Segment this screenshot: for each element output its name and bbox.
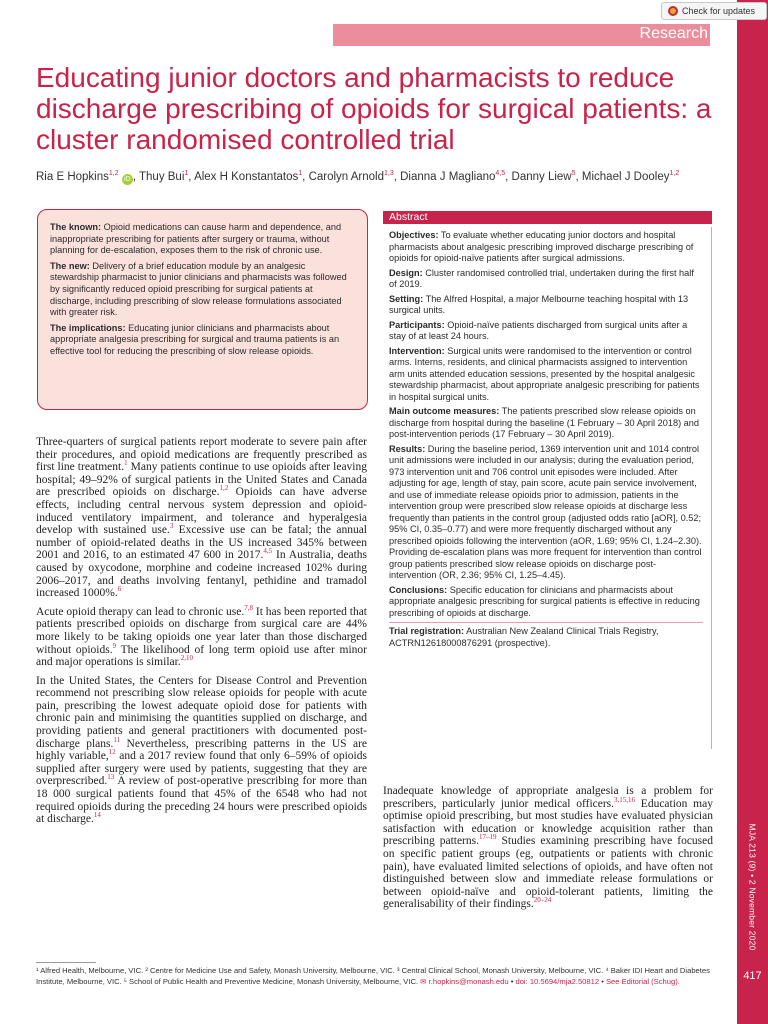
citation-ref[interactable]: 2,10 xyxy=(180,654,193,663)
body-paragraph xyxy=(36,675,367,826)
author-affiliation: 1,3 xyxy=(384,170,394,178)
body-text: The likelihood of long term opioid use after minor and major operations is similar. xyxy=(36,643,367,669)
section-label: Research xyxy=(639,25,708,42)
citation-ref[interactable]: 9 xyxy=(112,641,117,650)
citation-ref[interactable]: 14 xyxy=(93,811,101,820)
body-text: Studies examining prescribing have focused on specific patient groups (eg, outpatients or patients with chronic pain), have evaluated limited selections of opioids, and have often not distinguished between slow and immediate release formulations or between opioid-naïve and opioid-tolerant patients, limiting the generalisability of their findings. xyxy=(383,835,713,911)
body-text: Nevertheless, prescribing patterns in the US are highly variable, xyxy=(36,737,368,763)
footnotes: ¹ Alfred Health, Melbourne, VIC. ² Centre for Medicine Use and Safety, Monash University, Melbourne, VIC. ³ Central Clinical School, Monash University, Melbourne, VIC. ⁴ Baker IDI Heart and Diabetes Institute, Melbourne, VIC. ⁵ School of Public Health and Preventive Medicine, Monash University, Melbourne, VIC. ✉ r.hopkins@monash.edu • doi: 10.5694/mja2.50812 • See Editorial (Schug). xyxy=(36,966,710,986)
citation-ref[interactable]: 3 xyxy=(169,522,174,531)
body-text: Opioids can have adverse effects, including central nervous system depression and opioid-induced ventilatory impairment, and tolerance and hyperalgesia develop with sustained use. xyxy=(36,486,367,537)
author-name: Dianna J Magliano xyxy=(400,171,496,183)
abstract-section: Results: During the baseline period, 1369 intervention unit and 1014 control unit admissions were included in our analysis; during the evaluation period, 973 intervention unit and 706 control unit episodes were included. After adjusting for age, length of stay, pain score, acute pain service involvement, and use of immediate release opioids prior to admission, patients in the intervention group were prescribed slow release opioids at discharge less frequently than patients in the control group (adjusted odds ratio [aOR], 0.52; 95% CI, 0.35–0.77) and were more frequently discharged without any prescribed opioids following the intervention (aOR, 1.69; 95% CI, 1.24–2.30). Providing de-escalation plans was more frequent for intervention than control group patients prescribed slow release opioids on discharge post-intervention (OR, 2.36; 95% CI, 1.25–4.45). xyxy=(389,443,702,580)
article-title: Educating junior doctors and pharmacists to reduce discharge prescribing of opioids for surgical patients: a cluster randomised controlled trial xyxy=(36,62,712,155)
author-name: Carolyn Arnold xyxy=(308,171,384,183)
abstract-body xyxy=(383,227,712,749)
body-text: Excessive use can be fatal; the annual number of opioid-related deaths in the US increased 345% between 2001 and 2016, to an estimated 47 600 in 2017. xyxy=(36,524,367,562)
abstract-section: Conclusions: Specific education for clinicians and pharmacists about appropriate analgesic prescribing for surgical patients is effective in reducing prescribing of opioids at discharge. xyxy=(389,584,700,618)
author-affiliation: 5 xyxy=(571,170,576,178)
citation-ref[interactable]: 4,5 xyxy=(263,547,273,556)
abstract-section: Objectives: To evaluate whether educating junior doctors and hospital pharmacists about analgesic prescribing improved discharge prescribing of opioids for opioid-naïve patients after surgical admissions. xyxy=(389,230,694,263)
orcid-icon[interactable]: iD xyxy=(122,174,133,185)
key-points-box xyxy=(37,209,368,410)
check-for-updates-label: Check for updates xyxy=(682,6,756,16)
doi-link[interactable]: doi: 10.5694/mja2.50812 xyxy=(515,976,600,986)
check-for-updates-button[interactable] xyxy=(661,2,767,20)
abstract-sections xyxy=(389,230,703,619)
body-paragraph xyxy=(36,436,367,600)
abstract-section: Setting: The Alfred Hospital, a major Melbourne teaching hospital with 13 surgical units. xyxy=(389,293,689,315)
author-name: Alex H Konstantatos xyxy=(194,171,299,183)
author-list: Ria E Hopkins$^{1,2}$ iD , Thuy Bui$^1$, Alex H Konstantatos$^1$, Carolyn Arnold$^{1,3}$, Dianna J Magliano$^{4,5}$, Danny Liew$^5$, Michael J Dooley$^{1,2}$ xyxy=(36,170,680,183)
crossmark-icon xyxy=(668,6,678,16)
citation-ref[interactable]: 6 xyxy=(117,585,122,594)
body-text: Many patients continue to use opioids after leaving hospital; 49–92% of surgical patients in the United States and Canada are prescribed opioids on discharge. xyxy=(36,461,367,499)
author-affiliation: 1 xyxy=(298,170,303,178)
citation-ref[interactable]: 1,2 xyxy=(219,484,229,493)
author-name: Thuy Bui xyxy=(139,171,185,183)
trial-registration: Trial registration: Australian New Zealand Clinical Trials Registry, ACTRN12618000876291 (prospective). xyxy=(389,622,703,649)
author-name: Ria E Hopkins xyxy=(36,171,109,183)
citation-ref[interactable]: 7,8 xyxy=(244,603,253,612)
new-paragraph: The new: Delivery of a brief education module by an analgesic stewardship pharmacist to junior clinicians and pharmacists was followed by significantly reduced opioid prescribing for surgical patients at discharge, including prescribing of slow release formulations associated with greater risk. xyxy=(50,260,347,318)
body-text: Inadequate knowledge of appropriate analgesia is a problem for prescribers, particularly junior medical officers. xyxy=(383,785,713,810)
abstract-section: Intervention: Surgical units were randomised to the intervention or control arms. Interns, residents, and clinical pharmacists assigned to intervention arm units attended education sessions, presented by the hospital analgesic stewardship pharmacist, about appropriate analgesic prescribing for patients in hospital surgical units. xyxy=(389,345,700,402)
citation-ref[interactable]: 13 xyxy=(107,773,115,782)
body-paragraph xyxy=(36,603,367,669)
affiliations-text: ¹ Alfred Health, Melbourne, VIC. ² Centre for Medicine Use and Safety, Monash University, Melbourne, VIC. ³ Central Clinical School, Monash University, Melbourne, VIC. ⁴ Baker IDI Heart and Diabetes Institute, Melbourne, VIC. ⁵ School of Public Health and Preventive Medicine, Monash University, Melbourne, VIC. xyxy=(36,966,710,986)
abstract-section: Design: Cluster randomised controlled trial, undertaken during the first half of 2019. xyxy=(389,267,694,289)
body-text: Education may optimise opioid prescribing, but most studies have evaluated physician satisfaction with education or knowledge acquisition rather than prescribing patterns. xyxy=(383,797,713,848)
body-text: It has been reported that patients prescribed opioids on discharge from surgical care are 44% more likely to be taking opioids one year later than those discharged without opioids. xyxy=(36,605,367,656)
author-affiliation: 1,2 xyxy=(108,170,119,178)
body-paragraph xyxy=(383,785,713,911)
citation-ref[interactable]: 11 xyxy=(113,735,121,744)
footnote-divider xyxy=(36,962,96,963)
body-text: Three-quarters of surgical patients report moderate to severe pain after their procedures, and opioid medications are frequently prescribed as first line treatment. xyxy=(36,436,367,474)
body-text: In the United States, the Centers for Disease Control and Prevention recommend not prescribing slow release opioids for people with acute pain, prescribing the lowest adequate opioid dose for patients with chronic pain and minimising the quantities supplied on discharge, and providing patients and general practitioners with documented post-discharge plans. xyxy=(36,674,367,750)
editorial-link[interactable]: See Editorial (Schug). xyxy=(605,976,680,986)
citation-ref[interactable]: 1 xyxy=(124,459,128,468)
citation-ref[interactable]: 3,15,16 xyxy=(614,795,636,804)
body-text: Acute opioid therapy can lead to chronic use. xyxy=(36,605,245,618)
body-text: A review of post-operative prescribing for more than 18 000 surgical patients found that 45% of the 6548 who had not required opioids during the preceding 24 hours were prescribed opioids at discharge. xyxy=(36,775,367,826)
author-name: Michael J Dooley xyxy=(581,171,670,183)
journal-citation: MJA 213 (9) • 2 November 2020 xyxy=(747,823,758,951)
body-column-right xyxy=(383,785,713,917)
author-affiliation: 1,2 xyxy=(669,170,680,178)
citation-ref[interactable]: 17–19 xyxy=(479,833,497,842)
abstract-section: Main outcome measures: The patients prescribed slow release opioids on discharge from hospital during the baseline (1 February – 30 April 2018) and post-intervention periods (17 February – 30 April 2019). xyxy=(389,406,700,439)
author-name: Danny Liew xyxy=(511,171,572,183)
abstract-heading: Abstract xyxy=(383,211,712,224)
known-paragraph: The known: Opioid medications can cause harm and dependence, and inappropriate prescribing for patients after surgery or trauma, without planning for de-escalation, exposes them to the risk of chronic use. xyxy=(50,222,342,256)
citation-ref[interactable]: 20–24 xyxy=(533,896,552,905)
body-text: In Australia, deaths caused by oxycodone, morphine and codeine increased 102% during 2006–2017, and deaths involving fentanyl, pethidine and tramadol increased 1000%. xyxy=(36,549,368,600)
author-affiliation: 4,5 xyxy=(495,170,506,178)
abstract-section: Participants: Opioid-naïve patients discharged from surgical units after a stay of at least 24 hours. xyxy=(389,319,688,341)
email-link[interactable]: r.hopkins@monash.edu xyxy=(428,976,509,986)
email-icon: ✉ xyxy=(420,976,427,986)
body-text: and a 2017 review found that only 6–59% of opioids supplied after surgery were used by patients, suggesting that they are overprescribed. xyxy=(36,750,367,788)
author-affiliation: 1 xyxy=(184,170,189,178)
implications-paragraph: The implications: Educating junior clinicians and pharmacists about appropriate analgesia prescribing for surgical and trauma patients is an effective tool for reducing the prescribing of slow release opioids. xyxy=(50,322,340,356)
body-column-left xyxy=(36,436,367,832)
page-number: 417 xyxy=(743,970,762,982)
citation-ref[interactable]: 12 xyxy=(108,748,116,757)
